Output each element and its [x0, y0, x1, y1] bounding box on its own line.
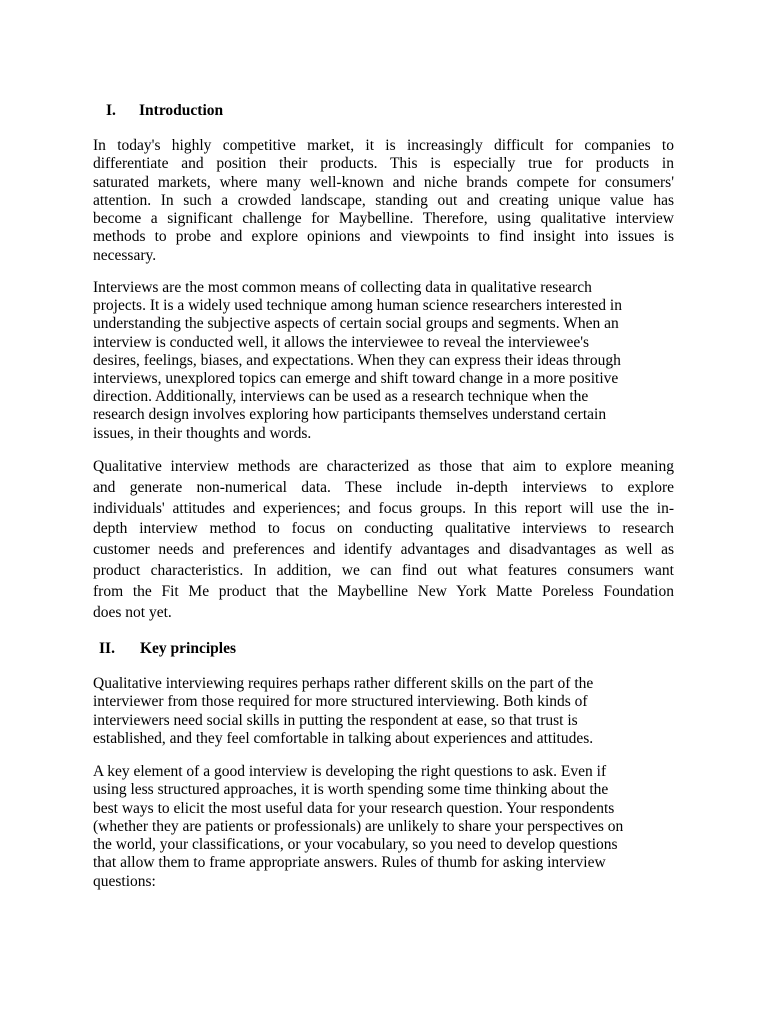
text-line: interviewers need social skills in putting the respondent at ease, so that trust is	[93, 711, 578, 729]
text-line: become a significant challenge for Maybelline. Therefore, using qualitative interview	[93, 210, 674, 228]
text-line: product characteristics. In addition, we can find out what features consumers want	[93, 561, 674, 579]
text-line: interview is conducted well, it allows the interviewee to reveal the interviewee's	[93, 333, 590, 351]
text-line: from the Fit Me product that the Maybelline New York Matte Poreless Foundation	[93, 582, 674, 600]
text-line: best ways to elicit the most useful data for your research question. Your respondents	[93, 799, 615, 817]
text-line: Interviews are the most common means of collecting data in qualitative research	[93, 279, 592, 296]
text-line: that allow them to frame appropriate answers. Rules of thumb for asking interview	[93, 854, 606, 872]
text-line: the world, your classifications, or your vocabulary, so you need to develop questions	[93, 836, 618, 854]
text-line: depth interview method to focus on conducting qualitative interviews to research	[93, 520, 674, 538]
text-line: using less structured approaches, it is worth spending some time thinking about the	[93, 781, 609, 799]
section-number: II.	[99, 640, 115, 657]
text-line: interviews, unexplored topics can emerge and shift toward change in a more positive	[93, 370, 619, 388]
text-line: In today's highly competitive market, it is increasingly difficult for companies to	[93, 137, 674, 154]
text-line: established, and they feel comfortable in talking about experiences and attitudes.	[93, 729, 594, 747]
text-line: questions:	[93, 872, 156, 890]
paragraph-intro-2	[93, 279, 674, 443]
text-line: does not yet.	[93, 603, 172, 621]
paragraph-intro-1	[93, 137, 674, 265]
section-heading-introduction	[106, 101, 223, 121]
text-line: saturated markets, where many well-known and niche brands compete for consumers'	[93, 173, 674, 191]
text-line: issues, in their thoughts and words.	[93, 424, 312, 442]
text-line: methods to probe and explore opinions and viewpoints to find insight into issues is	[93, 228, 674, 246]
text-line: Qualitative interview methods are characterized as those that aim to explore meaning	[93, 458, 674, 475]
text-line: attention. In such a crowded landscape, standing out and creating unique value has	[93, 191, 674, 209]
text-line: Qualitative interviewing requires perhaps rather different skills on the part of the	[93, 675, 594, 692]
text-line: necessary.	[93, 246, 157, 264]
text-line: A key element of a good interview is developing the right questions to ask. Even if	[93, 763, 607, 780]
section-number: I.	[106, 102, 116, 119]
paragraph-key-principles-1	[93, 675, 674, 748]
paragraph-key-principles-2	[93, 763, 674, 891]
text-line: interviewer from those required for more structured interviewing. Both kinds of	[93, 693, 588, 711]
paragraph-intro-3	[93, 457, 674, 623]
text-line: research design involves exploring how participants themselves understand certain	[93, 406, 607, 424]
text-line: customer needs and preferences and identify advantages and disadvantages as well as	[93, 541, 674, 559]
text-line: individuals' attitudes and experiences; and focus groups. In this report will use the in-	[93, 499, 674, 517]
section-title: Introduction	[139, 102, 224, 119]
section-heading-key-principles	[99, 639, 236, 659]
text-line: direction. Additionally, interviews can be used as a research technique when the	[93, 388, 589, 406]
text-line: (whether they are patients or professionals) are unlikely to share your perspectives on	[93, 817, 624, 835]
text-line: differentiate and position their products. This is especially true for products in	[93, 155, 674, 173]
text-line: projects. It is a widely used technique among human science researchers interested in	[93, 297, 622, 315]
text-line: and generate non-numerical data. These include in-depth interviews to explore	[93, 478, 674, 496]
section-title: Key principles	[140, 640, 237, 657]
text-line: desires, feelings, biases, and expectations. When they can express their ideas through	[93, 351, 621, 369]
text-line: understanding the subjective aspects of certain social groups and segments. When an	[93, 315, 619, 333]
